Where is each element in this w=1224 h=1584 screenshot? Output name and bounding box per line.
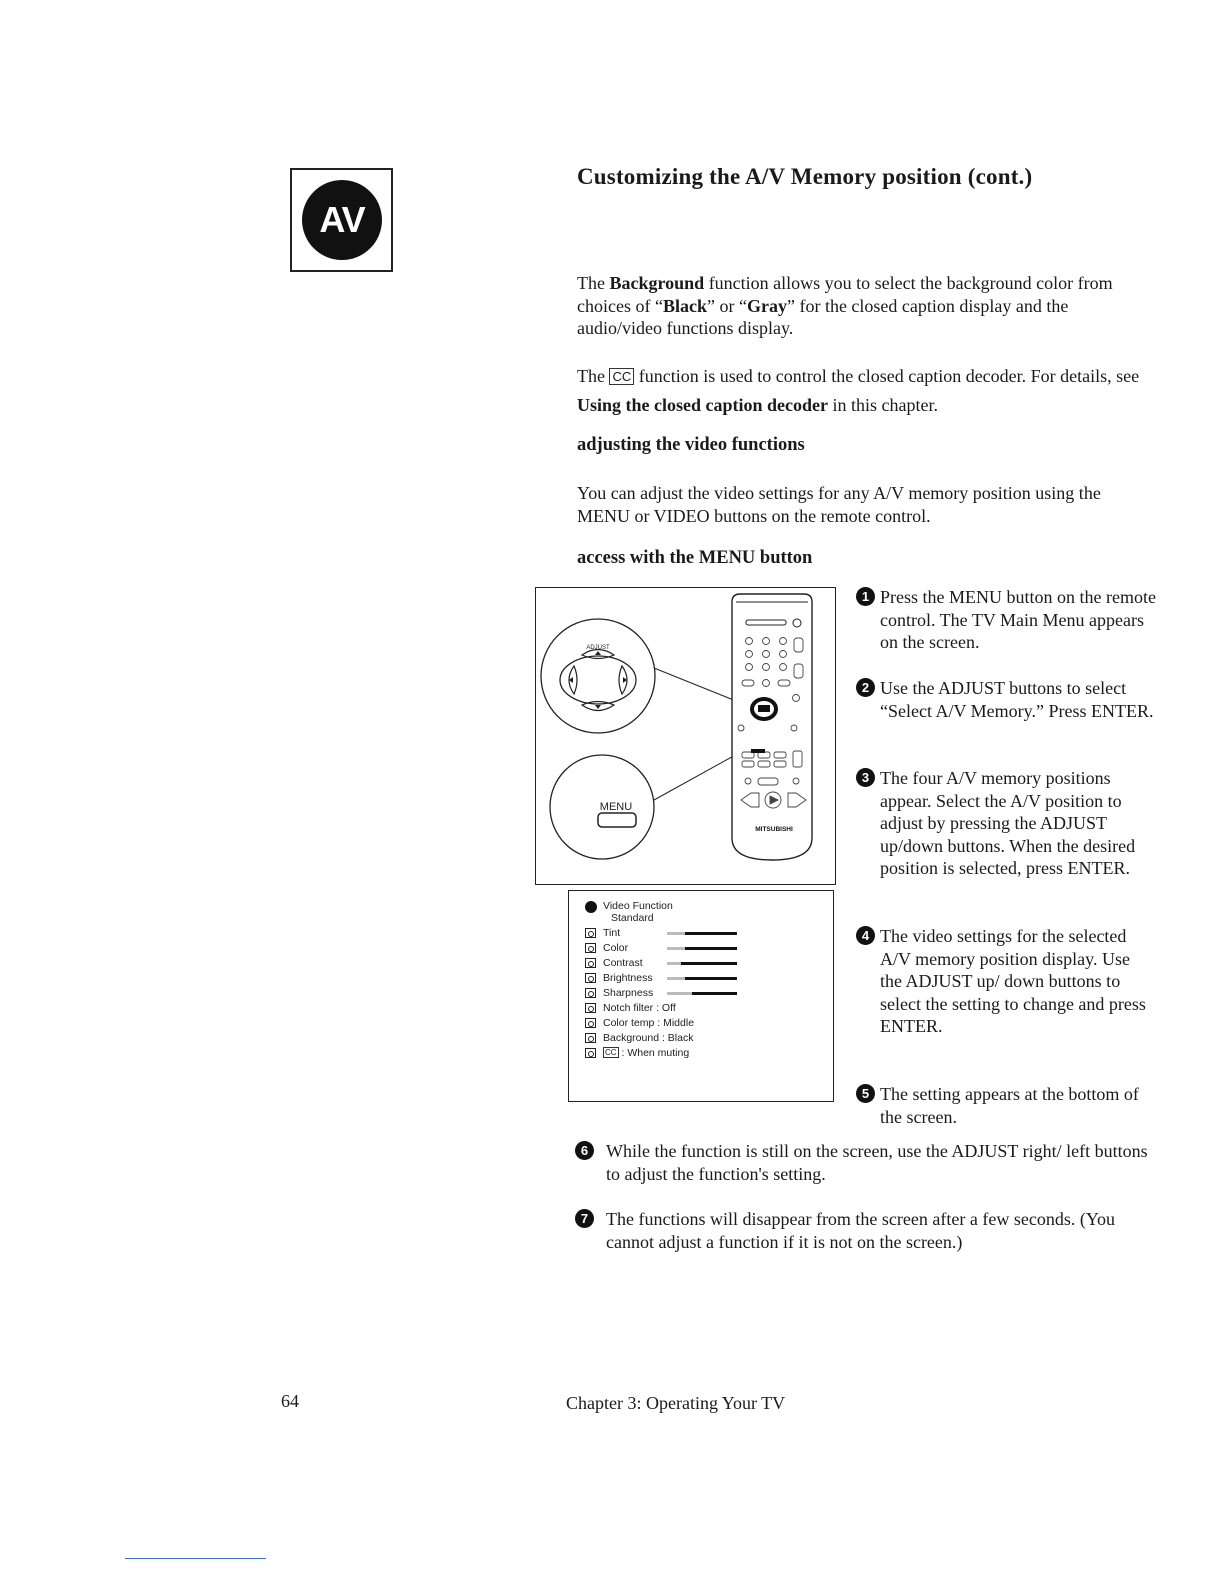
text-run: ” or “ — [706, 295, 747, 316]
level-bar — [667, 947, 737, 950]
cc-symbol: CC — [605, 1048, 617, 1057]
step-2 — [856, 677, 1156, 722]
page-number: 64 — [281, 1391, 299, 1411]
menu-title: Video Function — [603, 900, 673, 912]
page-title: Customizing the A/V Memory position (cont.) — [577, 164, 1033, 189]
step-text: Press the MENU button on the remote control. The TV Main Menu appears on the screen. — [880, 587, 1156, 652]
text-run: The — [577, 366, 610, 386]
footer-rule — [125, 1558, 266, 1559]
step-6 — [575, 1140, 1160, 1185]
level-bar-track — [667, 947, 685, 950]
adjust-label: ADJUST — [586, 645, 610, 651]
step-number: 3 — [856, 768, 875, 787]
remote-brand: MITSUBISHI — [755, 826, 793, 833]
step-text: The four A/V memory positions appear. Select the A/V position to adjust by pressing the ADJUST up/down buttons. When the desired position is selected, press ENTER. — [880, 768, 1136, 878]
menu-item-label: Color temp : Middle — [603, 1017, 695, 1029]
step-3 — [856, 767, 1156, 880]
level-bar — [667, 977, 737, 980]
text-run: function is used to control the closed caption decoder. For details, see — [634, 366, 1140, 386]
menu-label: MENU — [599, 801, 633, 813]
level-bar-track — [667, 932, 685, 935]
menu-item-icon — [585, 988, 596, 998]
menu-subtitle: Standard — [611, 912, 654, 924]
step-number: 4 — [856, 926, 875, 945]
menu-item-icon — [585, 958, 596, 968]
menu-item-label: Brightness — [603, 972, 653, 984]
step-4 — [856, 925, 1156, 1038]
level-bar-track — [667, 962, 681, 965]
text-run: The — [577, 273, 610, 293]
text-run: in this chapter. — [828, 395, 938, 415]
chapter-footer: Chapter 3: Operating Your TV — [566, 1393, 786, 1413]
step-number: 7 — [575, 1209, 594, 1228]
level-bar-track — [667, 977, 685, 980]
text-bold: Background — [609, 273, 705, 293]
background-paragraph — [577, 272, 1157, 340]
menu-item-label: Tint — [603, 927, 621, 939]
menu-item-label: Color — [603, 942, 629, 954]
section-subheading: access with the MENU button — [577, 548, 813, 568]
video-function-screen — [568, 890, 834, 1102]
menu-item-icon — [585, 1003, 596, 1013]
section-text: You can adjust the video settings for any A/V memory position using the MENU or VIDEO buttons on the remote control. — [577, 483, 1101, 526]
cc-paragraph — [577, 362, 1157, 420]
step-number: 6 — [575, 1141, 594, 1160]
menu-item-label: Sharpness — [603, 987, 654, 999]
menu-item-icon — [585, 943, 596, 953]
step-text: While the function is still on the screen, use the ADJUST right/ left buttons to adjust the function's setting. — [606, 1141, 1148, 1184]
menu-item-label: Notch filter : Off — [603, 1002, 676, 1014]
step-text: The setting appears at the bottom of the screen. — [880, 1084, 1139, 1127]
adjust-zoom-circle — [541, 619, 655, 733]
menu-item-icon — [585, 1018, 596, 1028]
step-text: The video settings for the selected A/V memory position display. Use the ADJUST up/ down buttons to select the setting to change and press ENTER. — [880, 926, 1146, 1036]
text-bold: Using the closed caption decoder — [577, 395, 828, 415]
menu-item-label — [603, 1046, 689, 1061]
text-bold: Black — [662, 295, 707, 316]
text-run: function allows you to select the background color from choices of “ — [577, 273, 1113, 316]
av-badge-label: AV — [302, 180, 382, 260]
step-7 — [575, 1208, 1160, 1253]
level-bar — [667, 962, 737, 965]
menu-item-icon — [585, 928, 596, 938]
text-bold: Gray — [746, 295, 787, 316]
av-badge — [290, 168, 393, 272]
remote-menu-button — [751, 749, 765, 753]
av-menu-icon — [585, 901, 597, 913]
step-number: 5 — [856, 1084, 875, 1103]
menu-item-icon — [585, 1048, 596, 1058]
section-heading: adjusting the video functions — [577, 435, 805, 455]
remote-drawing — [536, 588, 835, 884]
menu-item-label: Background : Black — [603, 1032, 694, 1044]
level-bar — [667, 992, 737, 995]
menu-item-label: Contrast — [603, 957, 643, 969]
step-text: The functions will disappear from the screen after a few seconds. (You cannot adjust a function if it is not on the screen.) — [606, 1209, 1116, 1252]
level-bar-track — [667, 992, 692, 995]
remote-illustration — [535, 587, 836, 885]
cc-symbol: CC — [609, 368, 634, 385]
text-run: ” for the closed caption display and the audio/video functions display. — [577, 295, 1069, 338]
step-1 — [856, 586, 1156, 654]
menu-item-icon — [585, 973, 596, 983]
step-text: Use the ADJUST buttons to select “Select A/V Memory.” Press ENTER. — [880, 678, 1154, 721]
cc-setting-text: : When muting — [618, 1047, 690, 1059]
remote-enter-button — [758, 705, 770, 712]
step-number: 1 — [856, 587, 875, 606]
level-bar — [667, 932, 737, 935]
step-5 — [856, 1083, 1156, 1128]
menu-item-icon — [585, 1033, 596, 1043]
step-number: 2 — [856, 678, 875, 697]
